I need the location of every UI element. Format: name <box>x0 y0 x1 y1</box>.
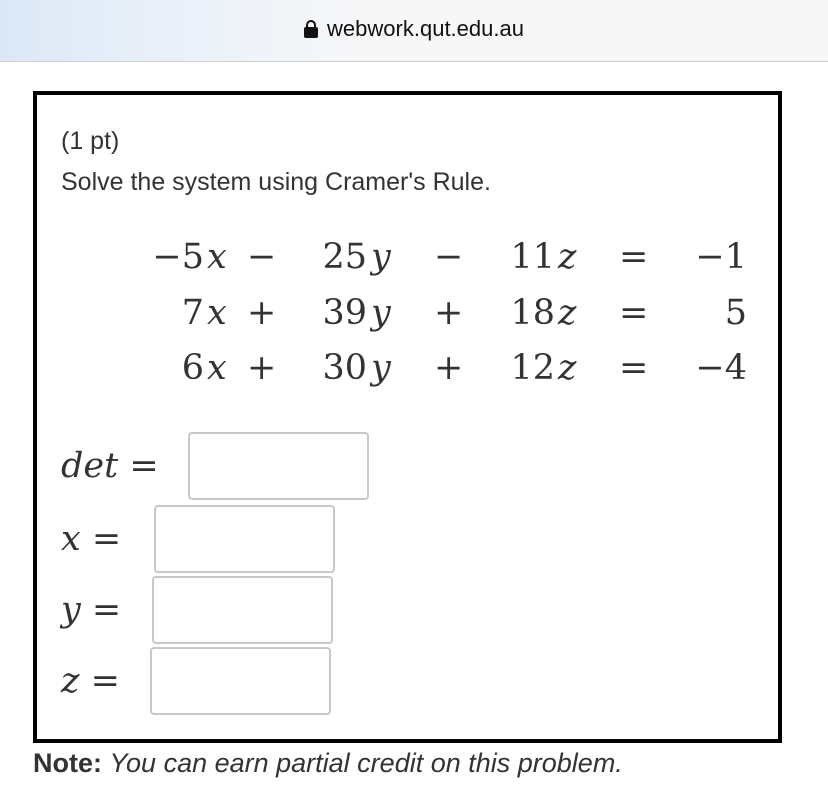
det-input[interactable] <box>188 432 369 500</box>
note-text: You can earn partial credit on this problem. <box>109 748 623 778</box>
operator: − <box>434 237 464 277</box>
operator: + <box>247 348 277 388</box>
y-input[interactable] <box>152 576 333 644</box>
operator: − <box>247 237 277 277</box>
coefficient-y: 25 <box>322 237 367 277</box>
coefficient-y: 39 <box>322 293 367 333</box>
url-display[interactable] <box>0 16 828 42</box>
variable-z: z <box>558 237 577 277</box>
equals-sign: = <box>619 348 649 388</box>
browser-address-bar[interactable] <box>0 0 828 62</box>
coefficient-x: −5 <box>152 237 204 277</box>
coefficient-z: 11 <box>510 237 555 277</box>
operator: + <box>434 293 464 333</box>
answer-label-x: x = <box>61 519 122 559</box>
operator: + <box>434 348 464 388</box>
right-hand-side: −4 <box>695 348 747 388</box>
variable-y: y <box>371 348 391 388</box>
z-input[interactable] <box>150 647 331 715</box>
equals-sign: = <box>619 237 649 277</box>
variable-y: y <box>371 237 391 277</box>
url-text: webwork.qut.edu.au <box>327 16 524 41</box>
answer-label-y: y = <box>61 590 122 630</box>
coefficient-x: 6 <box>181 348 204 388</box>
answer-label-det: det = <box>61 446 159 486</box>
right-hand-side: −1 <box>695 237 747 277</box>
equals-sign: = <box>619 293 649 333</box>
variable-x: x <box>207 237 227 277</box>
right-hand-side: 5 <box>724 293 747 333</box>
lock-icon <box>304 20 318 38</box>
x-input[interactable] <box>154 505 335 573</box>
variable-x: x <box>207 348 227 388</box>
problem-points: (1 pt) <box>61 127 120 155</box>
variable-y: y <box>371 293 391 333</box>
variable-z: z <box>558 293 577 333</box>
problem-box <box>33 91 782 743</box>
coefficient-y: 30 <box>322 348 367 388</box>
operator: + <box>247 293 277 333</box>
coefficient-z: 18 <box>510 293 555 333</box>
problem-prompt: Solve the system using Cramer's Rule. <box>61 168 491 196</box>
variable-z: z <box>558 348 577 388</box>
answer-label-z: z = <box>61 661 120 701</box>
variable-x: x <box>207 293 227 333</box>
coefficient-z: 12 <box>510 348 555 388</box>
note-label: Note: <box>33 748 102 778</box>
coefficient-x: 7 <box>181 293 204 333</box>
partial-credit-note <box>33 748 623 779</box>
